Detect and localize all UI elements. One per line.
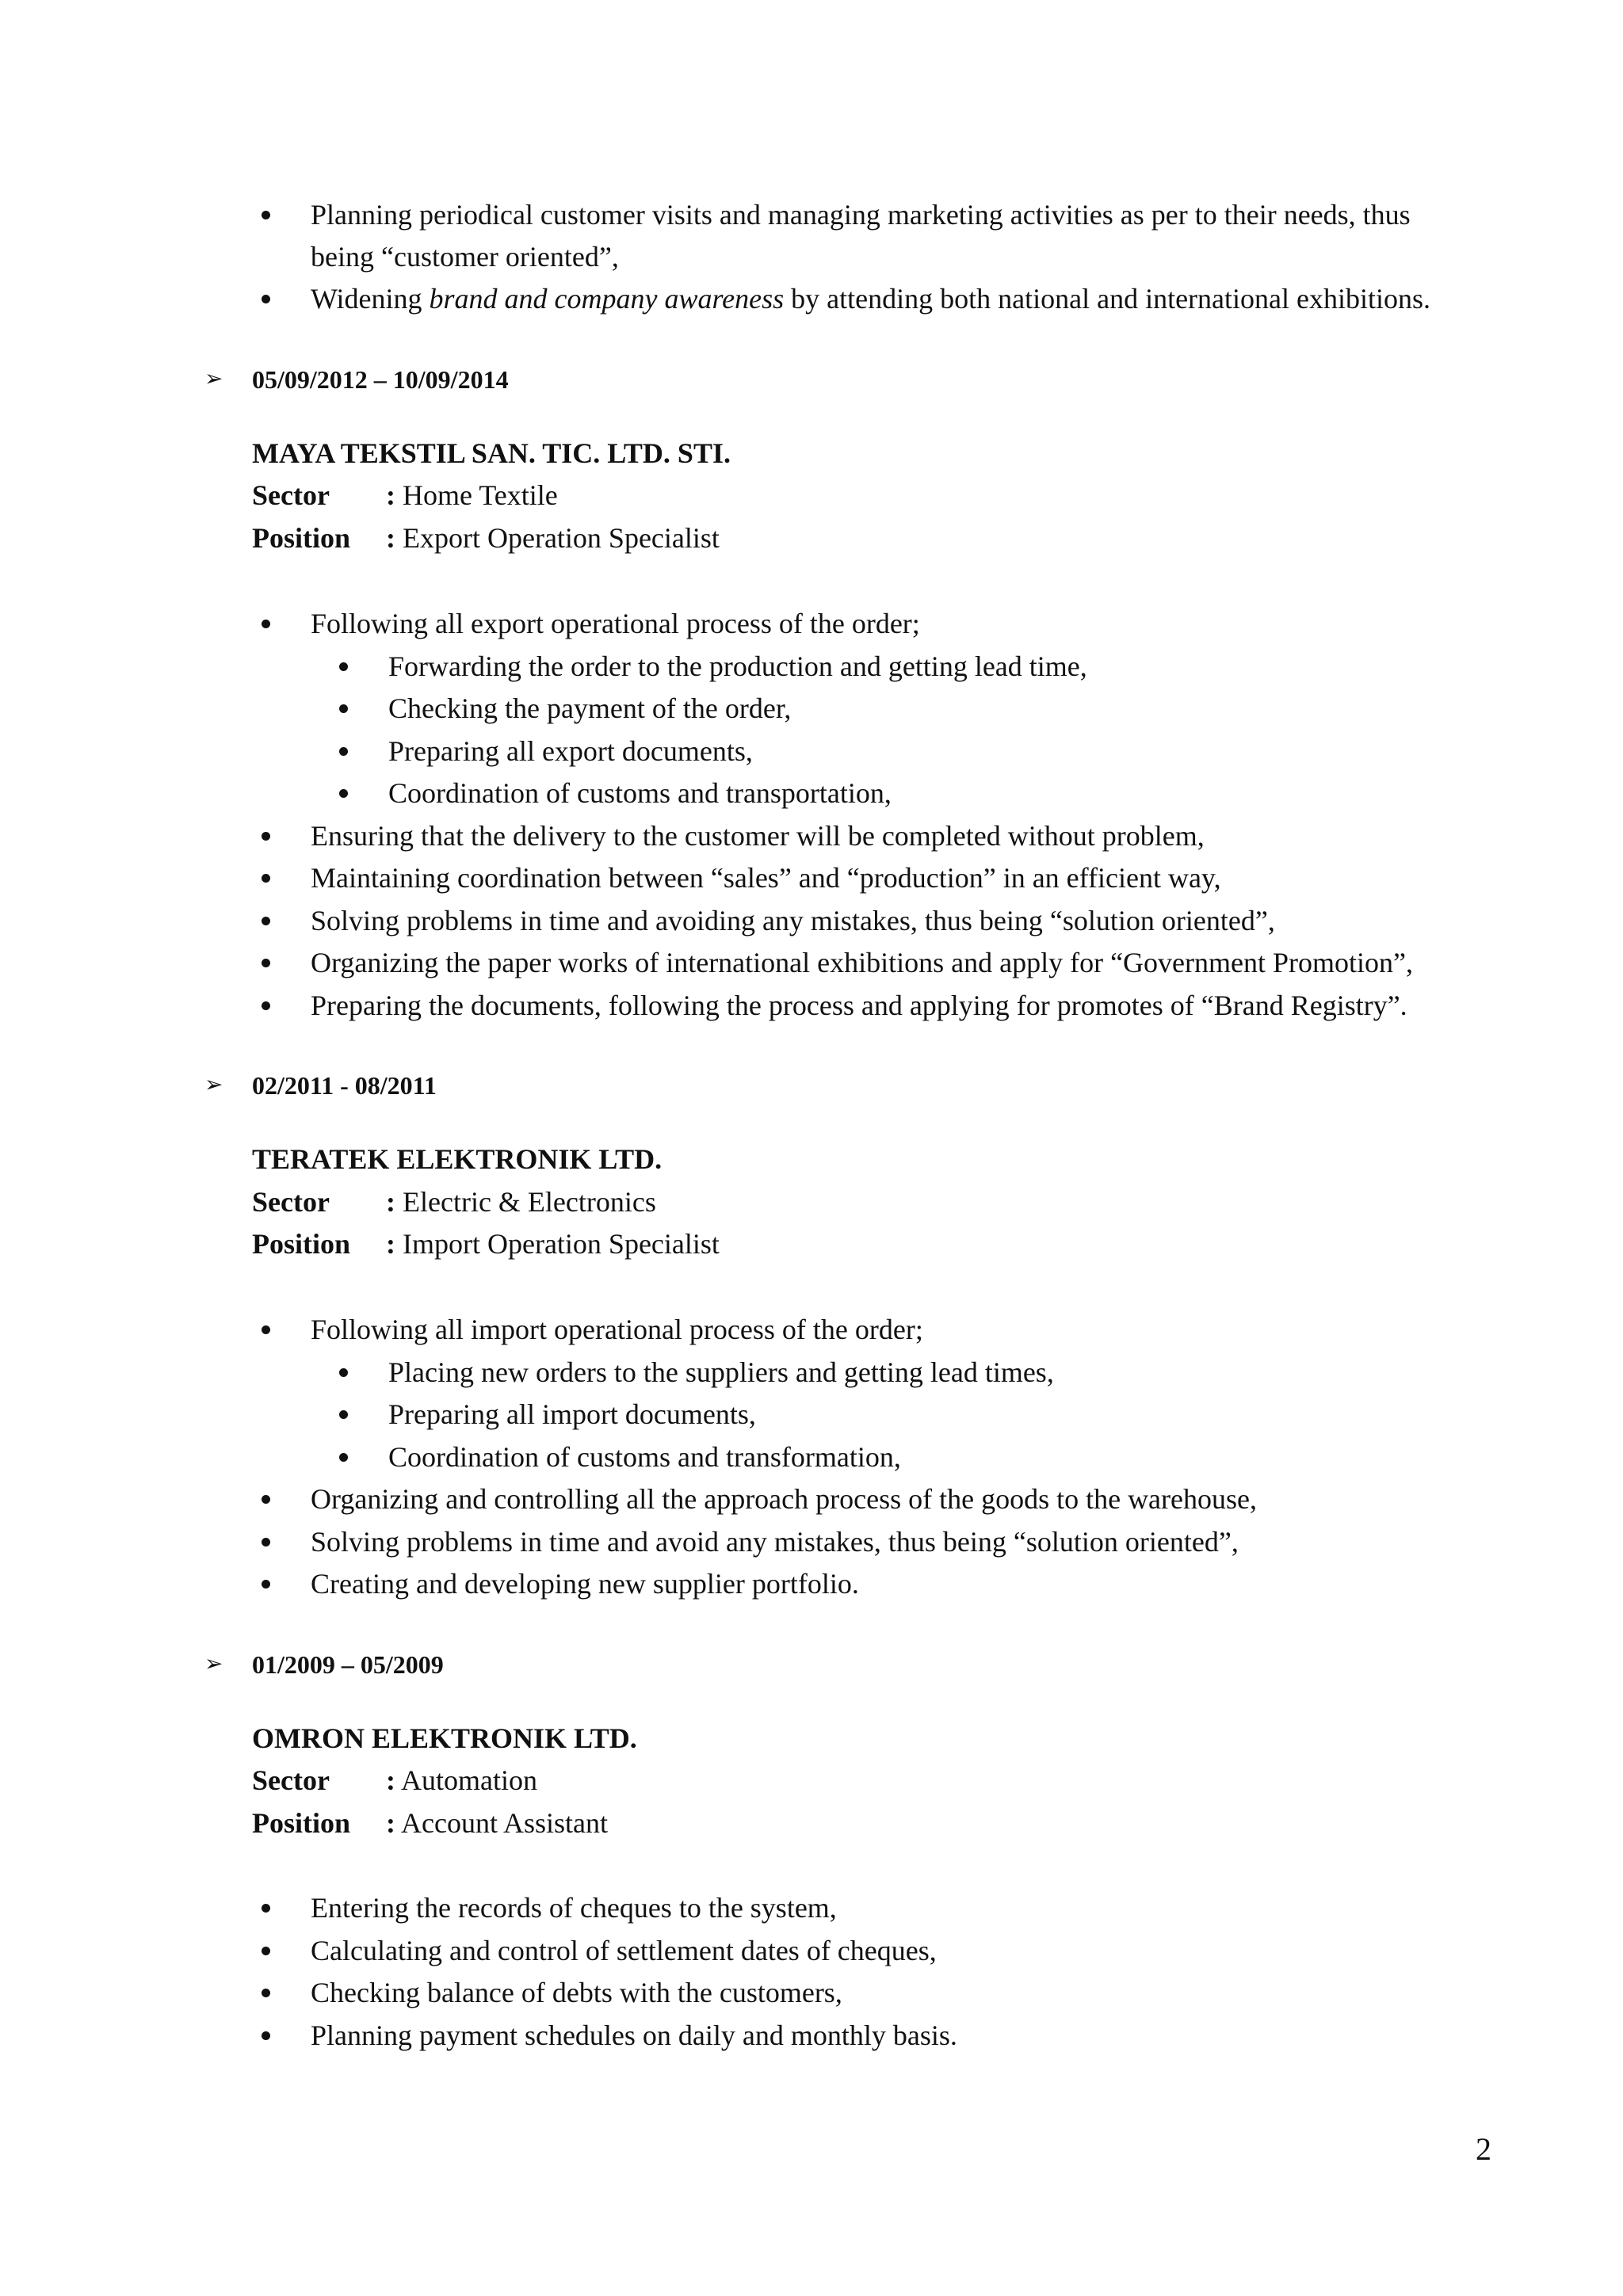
page-number: 2 <box>1476 2131 1491 2167</box>
arrow-bullet-icon: ➢ <box>204 1073 223 1097</box>
sector-value: : Automation <box>386 1764 537 1796</box>
company-name: MAYA TEKSTIL SAN. TIC. LTD. STI. <box>252 437 731 469</box>
sector-value: : Electric & Electronics <box>386 1186 656 1218</box>
position-label: Position <box>252 1228 351 1260</box>
bullet-text: Widening brand and company awareness by attending both national and international exhibitions. <box>311 283 1431 315</box>
company-name: OMRON ELEKTRONIK LTD. <box>252 1722 637 1754</box>
arrow-bullet-icon: ➢ <box>204 367 223 391</box>
sector-value: : Home Textile <box>386 479 558 511</box>
position-value: : Export Operation Specialist <box>386 522 720 554</box>
position-value: : Import Operation Specialist <box>386 1228 720 1260</box>
bullet-text-continued: being “customer oriented”, <box>311 241 619 273</box>
job-date: 05/09/2012 – 10/09/2014 <box>252 365 509 394</box>
arrow-bullet-icon: ➢ <box>204 1652 223 1676</box>
job-date: 01/2009 – 05/2009 <box>252 1650 444 1679</box>
bullet-text: Planning periodical customer visits and managing marketing activities as per to their needs, thus <box>311 199 1411 231</box>
sector-label: Sector <box>252 479 330 511</box>
sector-label: Sector <box>252 1764 330 1796</box>
position-value: : Account Assistant <box>386 1807 608 1839</box>
sector-label: Sector <box>252 1186 330 1218</box>
position-label: Position <box>252 522 351 554</box>
company-name: TERATEK ELEKTRONIK LTD. <box>252 1143 663 1175</box>
document-page: Planning periodical customer visits and managing marketing activities as per to their needs, thus being “customer oriented”, Widening brand and company awareness by attending both national and international exhibitions. ➢ 05/09/2012 – 10/09/2014 MAYA TEKSTIL SAN. TIC. LTD. STI. Sector : Home Textile Position : Export Operation Specialist Following all export operational process of the order; Forwarding the order to the production and getting lead time, Checking the payment of the order, Preparing all export documents, Coordination of customs and transportation, Ensuring that the delivery to the customer will be completed without problem, Maintaining coordination between “sales” and “production” in an efficient way, Solving problems in time and avoiding any mistakes, thus being “solution oriented”, Organizing the paper works of international exhibitions and apply for “Government Promotion”, Preparing the documents, following the process and applying for promotes of “Brand Registry”. ➢ 02/2011 - 08/2011 TERATEK ELEKTRONIK LTD. Sector : Electric & Electronics Position : Import Operation Specialist Following all import operational process of the order; Placing new orders to the suppliers and getting lead times, Preparing all import documents, Coordination of customs and transformation, Organizing and controlling all the approach process of the goods to the warehouse, Solving problems in time and avoid any mistakes, thus being “solution oriented”, Creating and developing new supplier portfolio. ➢ 01/2009 – 05/2009 OMRON ELEKTRONIK LTD. Sector : Automation Position : Account Assistant Entering the records of cheques to the system, Calculating and control of settlement dates of cheques, Checking balance of debts with the customers, Planning payment schedules on daily and monthly basis. 2 <box>204 199 1491 2167</box>
job-date: 02/2011 - 08/2011 <box>252 1071 437 1100</box>
position-label: Position <box>252 1807 351 1839</box>
